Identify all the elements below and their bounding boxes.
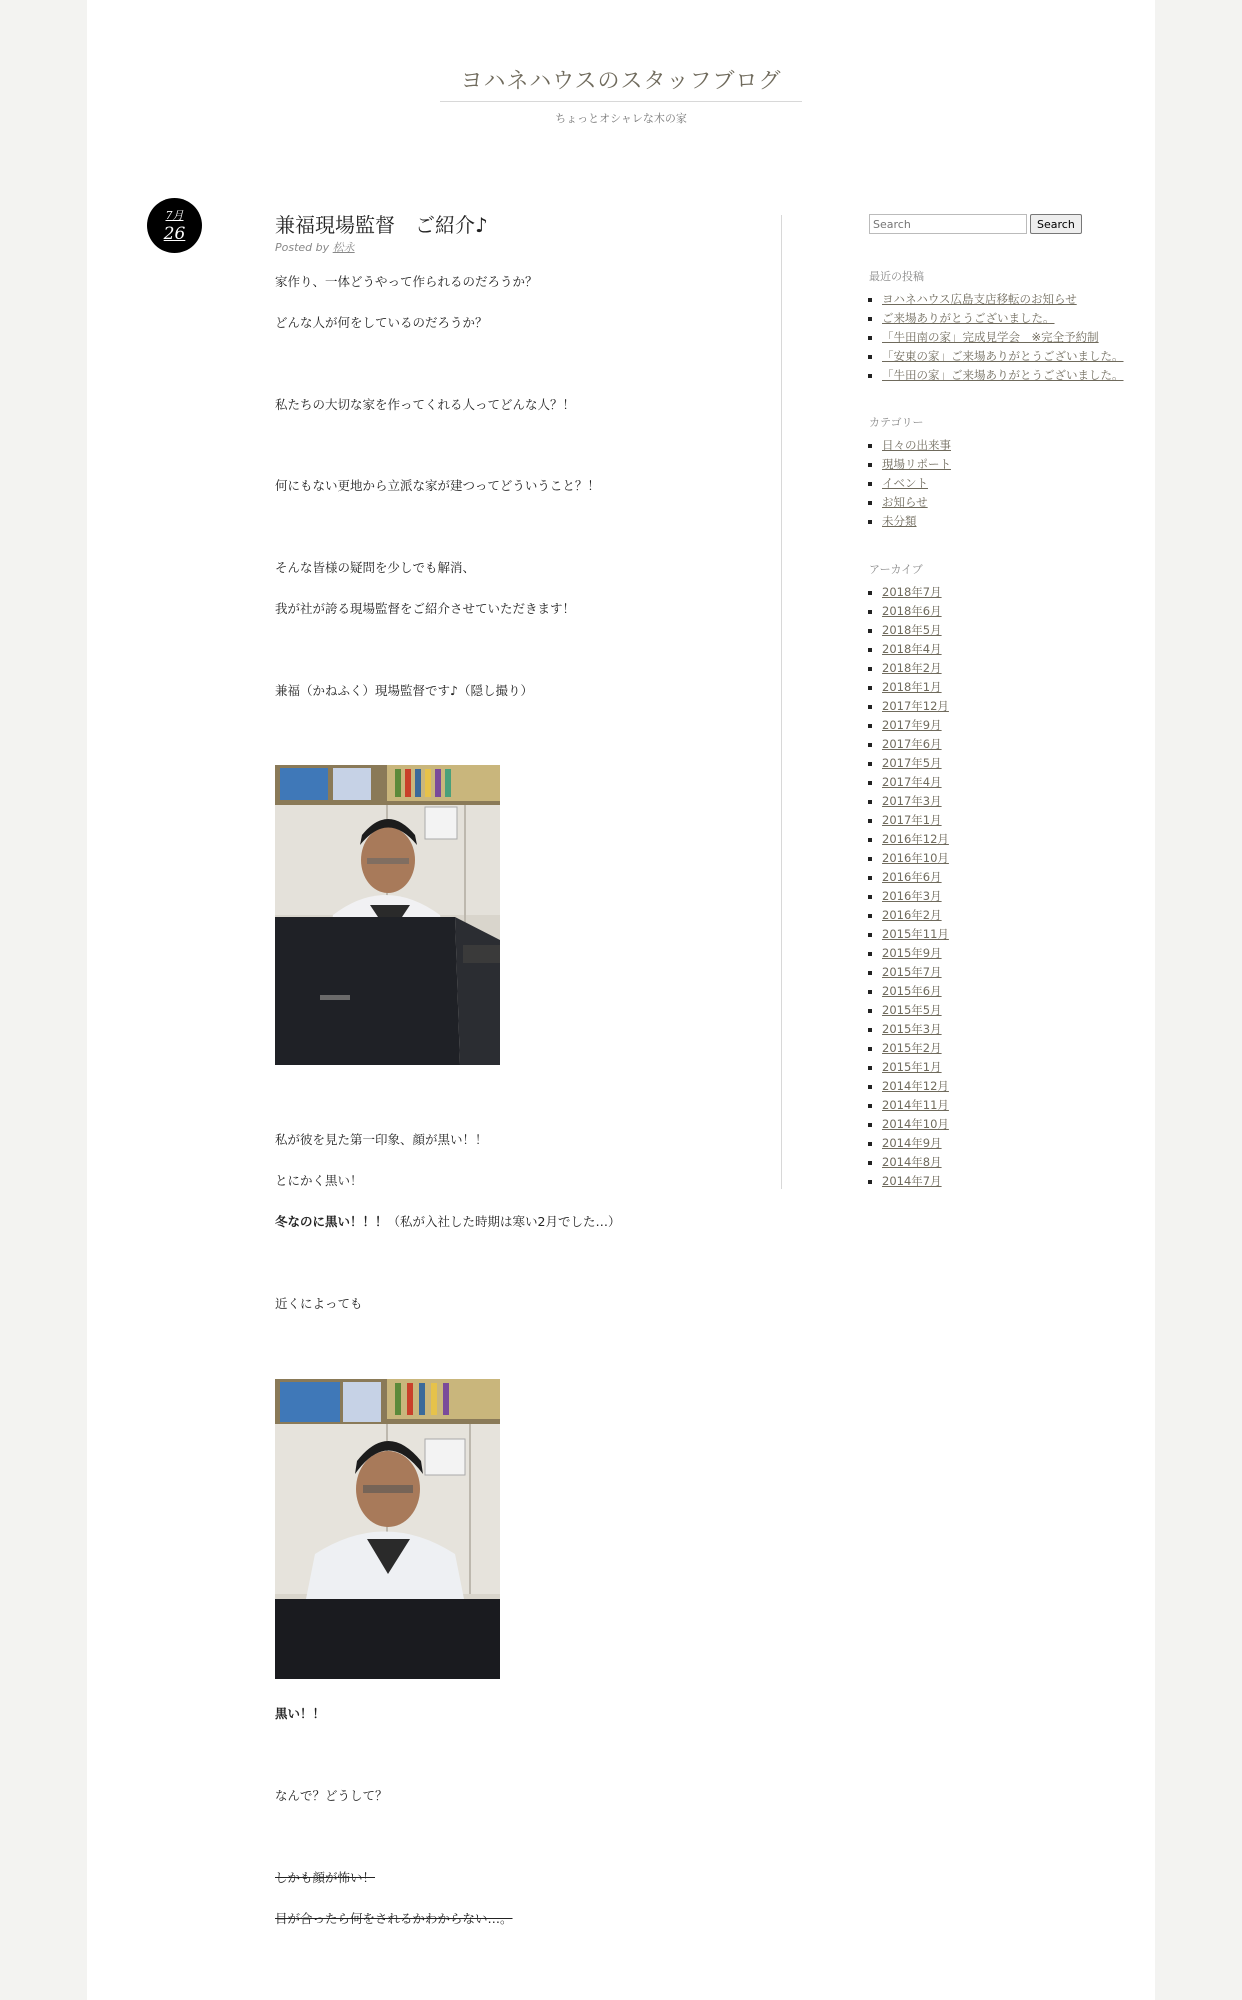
site-description: ちょっとオシャレな木の家 xyxy=(555,112,687,125)
site-header xyxy=(87,64,1155,126)
category-item xyxy=(882,493,1169,512)
archive-item xyxy=(882,925,1169,944)
search-button[interactable]: Search xyxy=(1030,214,1082,234)
post-date-badge[interactable] xyxy=(147,198,202,253)
archive-item-link[interactable]: 2015年9月 xyxy=(882,946,942,960)
post-strike-paragraph: しかも顔が怖い！ xyxy=(275,1870,376,1885)
post-paragraph: 私たちの大切な家を作ってくれる人ってどんな人？！ xyxy=(275,397,576,412)
categories-widget xyxy=(869,414,1169,531)
archive-item xyxy=(882,1153,1169,1172)
archive-item xyxy=(882,849,1169,868)
archive-item xyxy=(882,1172,1169,1191)
archive-item-link[interactable]: 2018年6月 xyxy=(882,604,942,618)
archive-item-link[interactable]: 2014年7月 xyxy=(882,1174,942,1188)
archive-item-link[interactable]: 2015年6月 xyxy=(882,984,942,998)
photo-2-image xyxy=(275,1379,500,1679)
archive-item-link[interactable]: 2016年2月 xyxy=(882,908,942,922)
photo-1-image xyxy=(275,765,500,1065)
post-strike-paragraph: 目が合ったら何をされるかわからない…。 xyxy=(275,1911,513,1926)
archive-item-link[interactable]: 2016年10月 xyxy=(882,851,949,865)
post-photo-1[interactable] xyxy=(275,765,500,1065)
archive-item-link[interactable]: 2018年4月 xyxy=(882,642,942,656)
post-date-day[interactable]: 26 xyxy=(163,224,186,244)
post-paragraph-winter xyxy=(275,1214,620,1230)
post-paragraph: 近くによっても xyxy=(275,1296,363,1311)
content-divider xyxy=(781,215,782,1189)
posted-by-label: Posted by xyxy=(275,241,330,254)
archive-item xyxy=(882,944,1169,963)
archive-item xyxy=(882,906,1169,925)
recent-post-item xyxy=(882,366,1169,385)
recent-post-item-link[interactable]: 「牛田南の家」完成見学会 ※完全予約制 xyxy=(882,330,1099,344)
archive-item xyxy=(882,1058,1169,1077)
archives-widget xyxy=(869,561,1169,1191)
archive-item xyxy=(882,1001,1169,1020)
archive-item-link[interactable]: 2017年12月 xyxy=(882,699,949,713)
archive-item xyxy=(882,887,1169,906)
archive-item xyxy=(882,716,1169,735)
archive-item xyxy=(882,830,1169,849)
post-photo-2[interactable] xyxy=(275,1379,500,1679)
archive-item-link[interactable]: 2016年6月 xyxy=(882,870,942,884)
archive-item-link[interactable]: 2014年8月 xyxy=(882,1155,942,1169)
archive-item xyxy=(882,1096,1169,1115)
archive-item-link[interactable]: 2014年11月 xyxy=(882,1098,949,1112)
archive-item-link[interactable]: 2014年12月 xyxy=(882,1079,949,1093)
archive-item xyxy=(882,602,1169,621)
search-input[interactable] xyxy=(869,214,1027,234)
archive-item-link[interactable]: 2015年5月 xyxy=(882,1003,942,1017)
category-item-link[interactable]: 現場リポート xyxy=(882,457,951,471)
categories-list xyxy=(869,436,1169,531)
post-paragraph: 私が彼を見た第一印象、顔が黒い！！ xyxy=(275,1132,488,1147)
search-form xyxy=(869,214,1169,234)
post-byline xyxy=(275,240,755,256)
archive-item xyxy=(882,640,1169,659)
archive-item-link[interactable]: 2018年7月 xyxy=(882,585,942,599)
category-item-link[interactable]: 未分類 xyxy=(882,514,917,528)
category-item-link[interactable]: イベント xyxy=(882,476,928,490)
category-item xyxy=(882,512,1169,531)
post-paragraph: とにかく黒い！ xyxy=(275,1173,363,1188)
archive-item xyxy=(882,811,1169,830)
recent-post-item xyxy=(882,290,1169,309)
archive-item xyxy=(882,1020,1169,1039)
archive-item xyxy=(882,678,1169,697)
category-item-link[interactable]: お知らせ xyxy=(882,495,928,509)
archive-item xyxy=(882,1077,1169,1096)
archive-item xyxy=(882,735,1169,754)
post-article xyxy=(275,212,755,1926)
archive-item xyxy=(882,868,1169,887)
category-item xyxy=(882,436,1169,455)
archive-item-link[interactable]: 2017年6月 xyxy=(882,737,942,751)
recent-post-item xyxy=(882,347,1169,366)
post-paragraph: 何にもない更地から立派な家が建つってどういうこと？！ xyxy=(275,478,600,493)
post-text: （私が入社した時期は寒い2月でした…） xyxy=(387,1214,621,1229)
recent-post-item-link[interactable]: 「牛田の家」ご来場ありがとうございました。 xyxy=(882,368,1124,382)
archive-item-link[interactable]: 2016年3月 xyxy=(882,889,942,903)
archive-item-link[interactable]: 2017年5月 xyxy=(882,756,942,770)
archive-item-link[interactable]: 2014年9月 xyxy=(882,1136,942,1150)
post-paragraph: どんな人が何をしているのだろうか？ xyxy=(275,315,488,330)
archive-item xyxy=(882,982,1169,1001)
recent-post-item xyxy=(882,309,1169,328)
archive-item-link[interactable]: 2016年12月 xyxy=(882,832,949,846)
recent-posts-list xyxy=(869,290,1169,385)
archive-item-link[interactable]: 2017年4月 xyxy=(882,775,942,789)
recent-posts-title: 最近の投稿 xyxy=(869,270,924,283)
archive-item-link[interactable]: 2015年1月 xyxy=(882,1060,942,1074)
recent-post-item-link[interactable]: 「安東の家」ご来場ありがとうございました。 xyxy=(882,349,1124,363)
site-title[interactable]: ヨハネハウスのスタッフブログ xyxy=(440,64,801,102)
recent-post-item-link[interactable]: ヨハネハウス広島支店移転のお知らせ xyxy=(882,292,1077,306)
archive-item-link[interactable]: 2015年3月 xyxy=(882,1022,942,1036)
recent-posts-widget xyxy=(869,268,1169,385)
author-link[interactable]: 松永 xyxy=(332,241,355,254)
archive-item-link[interactable]: 2018年1月 xyxy=(882,680,942,694)
page-container xyxy=(87,0,1155,2000)
archive-item xyxy=(882,963,1169,982)
archives-list xyxy=(869,583,1169,1191)
archive-item-link[interactable]: 2018年5月 xyxy=(882,623,942,637)
category-item-link[interactable]: 日々の出来事 xyxy=(882,438,951,452)
archive-item-link[interactable]: 2017年9月 xyxy=(882,718,942,732)
archive-item xyxy=(882,773,1169,792)
categories-title: カテゴリー xyxy=(869,416,924,429)
archive-item-link[interactable]: 2018年2月 xyxy=(882,661,942,675)
post-paragraph: 兼福（かねふく）現場監督です♪（隠し撮り） xyxy=(275,683,533,698)
archive-item xyxy=(882,1134,1169,1153)
archive-item xyxy=(882,754,1169,773)
post-title[interactable]: 兼福現場監督 ご紹介♪ xyxy=(275,213,488,237)
archive-item xyxy=(882,792,1169,811)
archive-item xyxy=(882,659,1169,678)
category-item xyxy=(882,455,1169,474)
recent-post-item xyxy=(882,328,1169,347)
post-paragraph: 我が社が誇る現場監督をご紹介させていただきます！ xyxy=(275,601,576,616)
archive-item xyxy=(882,583,1169,602)
archive-item-link[interactable]: 2015年7月 xyxy=(882,965,942,979)
archive-item xyxy=(882,1115,1169,1134)
sidebar xyxy=(869,214,1169,1188)
archive-item xyxy=(882,697,1169,716)
post-paragraph: そんな皆様の疑問を少しでも解消、 xyxy=(275,560,476,575)
archives-title: アーカイブ xyxy=(869,563,923,576)
archive-item-link[interactable]: 2017年3月 xyxy=(882,794,942,808)
archive-item-link[interactable]: 2017年1月 xyxy=(882,813,942,827)
post-paragraph: 家作り、一体どうやって作られるのだろうか？ xyxy=(275,274,538,289)
recent-post-item-link[interactable]: ご来場ありがとうございました。 xyxy=(882,311,1055,325)
post-bold-text: 冬なのに黒い！！！ xyxy=(275,1214,388,1229)
archive-item-link[interactable]: 2015年11月 xyxy=(882,927,949,941)
archive-item xyxy=(882,1039,1169,1058)
post-date-month[interactable]: 7月 xyxy=(165,209,184,222)
archive-item xyxy=(882,621,1169,640)
archive-item-link[interactable]: 2015年2月 xyxy=(882,1041,942,1055)
post-paragraph: なんで？どうして？ xyxy=(275,1788,388,1803)
category-item xyxy=(882,474,1169,493)
archive-item-link[interactable]: 2014年10月 xyxy=(882,1117,949,1131)
post-bold-paragraph: 黒い！！ xyxy=(275,1706,326,1721)
